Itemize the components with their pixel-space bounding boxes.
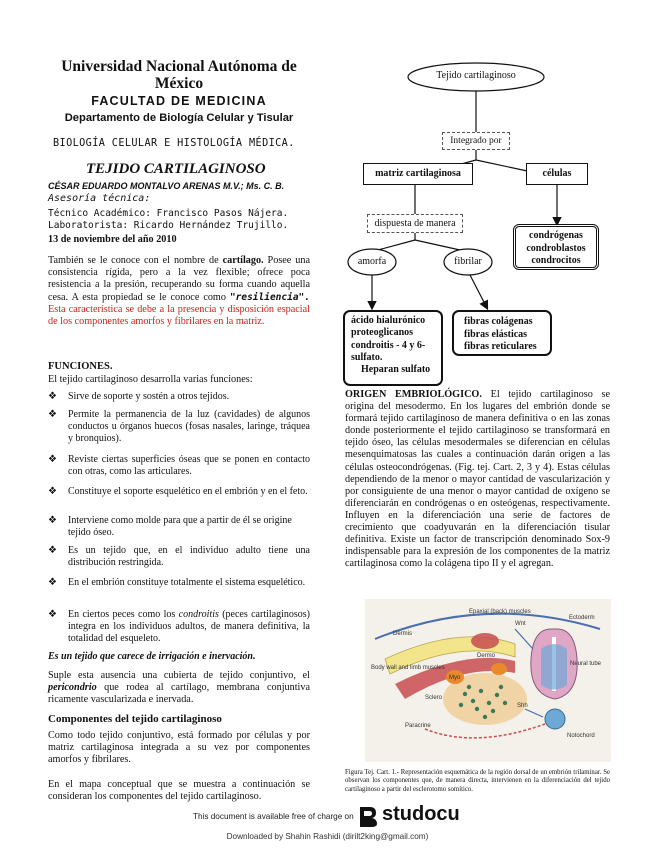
bullet-icon: ❖: [48, 515, 57, 526]
subject-line: BIOLOGÍA CELULAR E HISTOLOGÍA MÉDICA.: [53, 138, 295, 149]
studocu-logo-icon[interactable]: [356, 804, 380, 828]
document-title: TEJIDO CARTILAGINOSO: [86, 161, 266, 177]
figure-label: Dermis: [393, 631, 412, 637]
components-heading: Componentes del tejido cartilaginoso: [48, 713, 222, 725]
intro-paragraph: También se le conoce con el nombre de cartílago. Posee una consistencia rígida, pero a la vez flexible; ofrece poca resistencia a la presión, recuperando su forma cuando aquella cesa. A esta propiedad se le conoce como "resiliencia". Esta característica se debe a la presencia y disposición espacial de los componentes amorfos y fibrilares en la matriz.: [48, 255, 310, 328]
faculty-name: FACULTAD DE MEDICINA: [91, 94, 267, 108]
figure-label: Sclero: [425, 695, 443, 701]
bullet-icon: ❖: [48, 486, 57, 497]
list-item: ❖ Interviene como molde para que a partir de él se origine tejido óseo.: [48, 515, 292, 539]
figure-label: Epaxial (back) muscles: [469, 609, 531, 615]
list-item: ❖ Es un tejido que, en el individuo adulto tiene una distribución restringida.: [48, 545, 310, 569]
arrow-fibrillar: [470, 275, 487, 308]
bullet-icon: ❖: [48, 409, 57, 420]
figure-caption: Figura Tej. Cart. 1.- Representación esquemática de la región dorsal de un embrión trilaminar. Se observan los componentes que, de manera directa, intervienen en la diferenciación del tejido cartilaginoso a partir del esclerotomo somítico.: [345, 769, 610, 793]
advisory-line: Asesoría técnica:: [48, 193, 151, 204]
map-root: Tejido cartilaginoso: [436, 70, 516, 81]
figure-label: Paracrine: [405, 723, 431, 729]
neural-layer: [541, 644, 567, 690]
concept-map-intro: En el mapa conceptual que se muestra a continuación se consideran los componentes del tejido cartilaginoso.: [48, 779, 310, 803]
figure-label: Myo: [449, 675, 461, 681]
notochord: [545, 709, 565, 729]
functions-intro: El tejido cartilaginoso desarrolla varias funciones:: [48, 374, 253, 385]
map-cell-types: condrógenas condroblastos condrocitos: [513, 224, 599, 270]
map-amorphous-items: ácido hialurónico proteoglicanos condroitis - 4 y 6- sulfato. Heparan sulfato: [343, 310, 443, 386]
list-item: ❖ Permite la permanencia de la luz (cavidades) de algunos conductos u órganos huecos (fosas nasales, laringe, tráquea y bronquios).: [48, 409, 310, 445]
figure-label: Ectoderm: [569, 615, 595, 621]
connector-line: [378, 240, 415, 250]
figure-label: Body wall and limb muscles: [371, 665, 445, 671]
download-credit: Downloaded by Shahin Rashidi (dirilt2king@gmail.com): [226, 832, 429, 841]
availability-note: This document is available free of charge on: [193, 812, 354, 821]
myotome: [491, 663, 507, 675]
figure-label: Notochord: [567, 733, 595, 739]
map-disposed-label: dispuesta de manera: [367, 214, 463, 233]
list-item: ❖ En ciertos peces como los condroitis (peces cartilaginosos) integra en los individuos adultos, de manera definitiva, la totalidad del esqueleto.: [48, 609, 310, 645]
figure-label: Neural tube: [570, 661, 602, 667]
university-name: Universidad Nacional Autónoma de México: [61, 58, 297, 92]
pericondrio-paragraph: Suple esta ausencia una cubierta de tejido conjuntivo, el pericondrio que rodea al cartílago, membrana conjuntiva ricamente vascularizada e inervada.: [48, 670, 310, 706]
irrigation-note: Es un tejido que carece de irrigación e inervación.: [48, 651, 256, 662]
list-item: ❖ En el embrión constituye totalmente el sistema esquelético.: [48, 577, 306, 588]
connector-line: [415, 240, 460, 250]
list-item: ❖ Constituye el soporte esquelético en el embrión y en el feto.: [48, 486, 308, 497]
connector-line: [476, 160, 532, 172]
embryo-figure: [365, 599, 611, 762]
figure-label: Dermo: [477, 653, 496, 659]
list-item: ❖ Reviste ciertas superficies óseas que se ponen en contacto con otras, como las articulares.: [48, 454, 310, 478]
components-paragraph: Como todo tejido conjuntivo, está formado por células y por matriz cartilaginosa integrada a su vez por componentes amorfos y fibrilares.: [48, 730, 310, 766]
bullet-icon: ❖: [48, 454, 57, 465]
map-cells: células: [526, 163, 588, 185]
figure-label: Shh: [517, 703, 528, 709]
bullet-icon: ❖: [48, 391, 57, 402]
map-fibrillar-items: fibras colágenas fibras elásticas fibras reticulares: [452, 310, 552, 356]
author-line: CÉSAR EDUARDO MONTALVO ARENAS M.V.; Ms. C. B.: [48, 181, 285, 191]
department-name: Departamento de Biología Celular y Tisular: [64, 112, 294, 124]
map-matrix: matriz cartilaginosa: [363, 163, 473, 185]
embryo-diagram: [365, 599, 611, 762]
lab-tech-line: Laboratorista: Ricardo Hernández Trujillo.: [48, 220, 289, 231]
document-date: 13 de noviembre del año 2010: [48, 234, 177, 245]
bullet-icon: ❖: [48, 609, 57, 620]
figure-label: Wnt: [515, 621, 526, 627]
map-link-label: Integrado por: [442, 132, 510, 150]
map-amorphous: amorfa: [357, 256, 387, 267]
map-fibrillar: fibrilar: [454, 256, 482, 267]
tech-academic-line: Técnico Académico: Francisco Pasos Nájera.: [48, 208, 289, 219]
bullet-icon: ❖: [48, 545, 57, 556]
list-item: ❖ Sirve de soporte y sostén a otros tejidos.: [48, 391, 230, 402]
functions-heading: FUNCIONES.: [48, 361, 113, 372]
bullet-icon: ❖: [48, 577, 57, 588]
origin-paragraph: ORIGEN EMBRIOLÓGICO. El tejido cartilaginoso se origina del mesodermo. En los lugares del embrión donde se formará tejido cartilaginoso de manera definitiva o en las zonas donde posteriormente el tejido cartilaginoso se transformará en tejido óseo, las células mesodermales se diferencian en células mesenquimatosas las cuales a continuación darán origen a las células osteocondrógenas. (Fig. tej. Cart. 2, 3 y 4). Estas células dependiendo de la menor o mayor cantidad de vascularización y por consiguiente de una menor o mayor cantidad de oxígeno se diferenciarán en condrógenas o en osteógenas, respectivamente. Influyen en la diferenciación una serie de factores de crecimiento que coadyuvarán en la diferenciación tisular definitiva. Existe un factor de transcripción denominado Sox-9 indispensable para la expresión de los componentes de la matriz cartilaginosa como la colágena tipo II y el agregan.: [345, 389, 611, 570]
epaxial-muscle: [471, 633, 499, 649]
concept-map-connectors: [0, 0, 655, 400]
studocu-brand[interactable]: studocu: [382, 803, 460, 825]
